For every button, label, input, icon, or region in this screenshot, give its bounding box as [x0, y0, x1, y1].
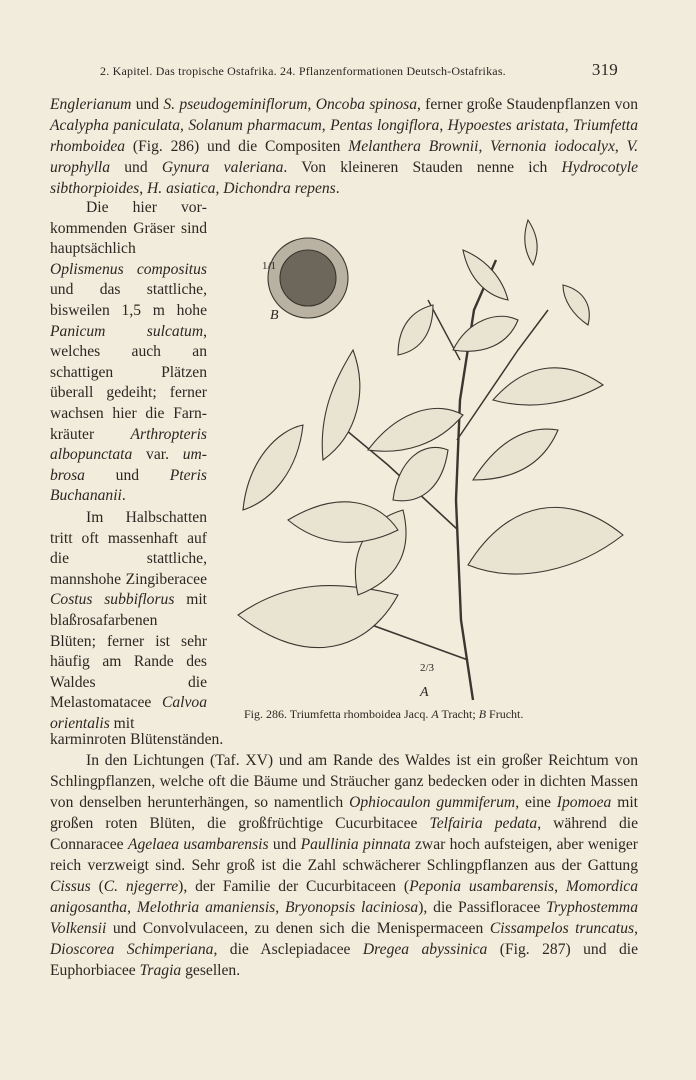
text-run: mit großen roten Blüten, die großfrüchtige Cucurbitacee — [50, 794, 639, 832]
species-name: Pentas longiflora — [330, 117, 440, 134]
text-run: zwar hoch aufsteigen, aber weniger reich verzweigt sind. Sehr groß ist die Zahl schwächerer Schlingpflanzen aus der Gattung — [50, 836, 639, 874]
paragraph-3-end — [50, 729, 638, 750]
leaf — [563, 285, 589, 325]
text-run: . — [121, 487, 126, 505]
text-run: , — [564, 117, 573, 134]
species-name: Cissampelos truncatus — [489, 920, 635, 937]
leaf — [288, 502, 398, 542]
text-run: und — [110, 159, 162, 176]
species-name: Vernonia iodocalyx — [490, 138, 615, 155]
text-run: , — [275, 899, 285, 916]
paragraph-1 — [50, 94, 638, 199]
text-run: , — [180, 117, 189, 134]
text-run: ( — [90, 878, 104, 895]
leaf — [393, 447, 448, 500]
leaf — [398, 305, 433, 355]
leaf — [238, 585, 398, 647]
species-name: V. urophylla — [50, 138, 638, 176]
text-run: . Von kleineren Stauden nenne ich — [283, 159, 562, 176]
species-name: Oncoba spinosa — [315, 96, 417, 113]
caption-label: A — [431, 707, 439, 721]
text-run: Die hier vorkommenden Gräser sind hauptsächlich — [50, 199, 207, 258]
species-name: H. asiatica — [147, 180, 216, 197]
leaf — [368, 408, 463, 451]
species-name: Hypoestes aristata — [447, 117, 565, 134]
species-name: Dregea abyssinica — [362, 941, 488, 958]
scale-a: 2/3 — [420, 662, 435, 674]
text-run: , — [478, 138, 491, 155]
leaf — [322, 350, 360, 460]
leaf — [525, 220, 537, 265]
leaf — [243, 425, 303, 510]
text-run: , — [614, 138, 627, 155]
species-name: Melanthera Brownii — [348, 138, 479, 155]
species-name: umbrosa — [50, 446, 207, 484]
species-name: Momordica anigosantha — [50, 878, 639, 916]
text-run: In den Lichtungen (Taf. XV) und am Rande des Waldes ist ein großer Reichtum von Schlingpflanzen, welche oft die Bäume und Sträucher ganz bedecken oder in dichten Massen von denselben herunterhängen, so namentlich — [50, 752, 638, 811]
leaf — [473, 429, 558, 480]
caption-text: Fig. 286. Triumfetta rhomboidea Jacq. — [244, 707, 432, 721]
page-number: 319 — [591, 60, 618, 79]
species-name: Bryonopsis laciniosa — [285, 899, 419, 916]
text-run: , — [634, 920, 639, 937]
scale-b: 1/1 — [262, 260, 277, 272]
paragraph-4 — [50, 750, 638, 981]
caption-text: Tracht; — [438, 707, 479, 721]
text-run: (Fig. 287) und die Euphorbiacee — [50, 941, 639, 979]
species-name: Panicum sulcatum — [50, 322, 204, 340]
leaf — [468, 507, 623, 574]
species-name: Arthropteris albopunctata — [50, 425, 207, 464]
label-b: B — [270, 308, 279, 323]
text-run: und — [84, 466, 170, 484]
species-name: Telfairia pedata — [429, 815, 538, 832]
text-run: und — [131, 96, 164, 113]
species-name: Acalypha paniculata — [50, 117, 180, 134]
text-run: ), die Passifloracee — [418, 899, 547, 916]
text-run: mit blaßrosafarbenen Blüten; ferner ist sehr häufig am Rande des Waldes die Melastomatacee — [50, 591, 207, 712]
text-run: , — [127, 899, 137, 916]
species-name: Cissus — [50, 878, 91, 895]
caption-text: Frucht. — [486, 707, 524, 721]
fruit-burr — [268, 238, 348, 318]
leaf — [453, 316, 518, 351]
figure-caption — [244, 707, 638, 722]
species-name: Hydrocotyle sibthorpioides — [50, 159, 639, 197]
text-run: Im Halbschatten tritt oft massenhaft auf die stattliche, mannshohe Zingiberacee — [50, 509, 207, 588]
text-run: , — [139, 180, 148, 197]
text-run: , — [307, 96, 316, 113]
species-name: Melothria amaniensis — [136, 899, 276, 916]
species-name: Costus subbiflorus — [50, 591, 175, 609]
species-name: Paullinia pinnata — [300, 836, 411, 853]
species-name: Englerianum — [50, 96, 132, 113]
text-run: gesellen. — [181, 962, 241, 979]
species-name: Dioscorea Schimperiana — [50, 941, 214, 958]
label-a: A — [420, 685, 429, 700]
species-name: Pteris Buchananii — [50, 466, 207, 505]
species-name: Calvoa orientalis — [50, 694, 207, 732]
species-name: Agelaea usambarensis — [127, 836, 269, 853]
leaf — [463, 250, 508, 300]
text-run: ), der Familie der Cucurbitaceen ( — [178, 878, 410, 895]
text-run: . — [335, 180, 340, 197]
species-name: Gynura valeriana — [161, 159, 284, 176]
text-run: , ferner große Staudenpflanzen von — [417, 96, 638, 113]
caption-label: B — [478, 707, 487, 721]
species-name: Ophiocaulon gummiferum — [349, 794, 516, 811]
text-run: , — [439, 117, 448, 134]
text-run: var. — [132, 446, 183, 464]
text-run: , welches auch an schattigen Plätzen überall gedeiht; ferner wachsen hier die Farnkräuter — [50, 322, 207, 443]
species-name: Ipomoea — [556, 794, 612, 811]
text-run: , — [215, 180, 224, 197]
text-run: , die Asclepiadacee — [213, 941, 363, 958]
text-run: , — [554, 878, 566, 895]
plant-illustration — [228, 200, 638, 705]
text-run: mit — [109, 714, 135, 732]
species-name: Tryphostemma Volkensii — [50, 899, 638, 937]
running-title: 2. Kapitel. Das tropische Ostafrika. 24. Pflanzenformationen Deutsch-Ostafrikas. — [100, 64, 506, 78]
species-name: Oplismenus compositus — [50, 260, 207, 278]
figure-286 — [228, 200, 638, 705]
text-run: (Fig. 286) und die Compositen — [125, 138, 349, 155]
paragraph-3 — [50, 508, 207, 735]
paragraph-2 — [50, 198, 207, 507]
text-run: , eine — [515, 794, 557, 811]
species-name: C. njegerre — [103, 878, 179, 895]
species-name: Solanum pharmacum — [188, 117, 322, 134]
species-name: Tragia — [139, 962, 182, 979]
species-name: Triumfetta rhomboidea — [50, 117, 638, 155]
text-run: und Convolvulaceen, zu denen sich die Menispermaceen — [106, 920, 490, 937]
text-run: und — [268, 836, 301, 853]
text-run: , — [321, 117, 331, 134]
text-run: , während die Connaracee — [50, 815, 638, 853]
species-name: S. pseudogeminiflorum — [163, 96, 308, 113]
leaf — [493, 368, 603, 405]
species-name: Dichondra repens — [223, 180, 336, 197]
text-run: karminroten Blütenständen. — [50, 731, 224, 748]
species-name: Peponia usambarensis — [409, 878, 555, 895]
text-run: und das stattliche, bisweilen 1,5 m hohe — [50, 281, 207, 319]
